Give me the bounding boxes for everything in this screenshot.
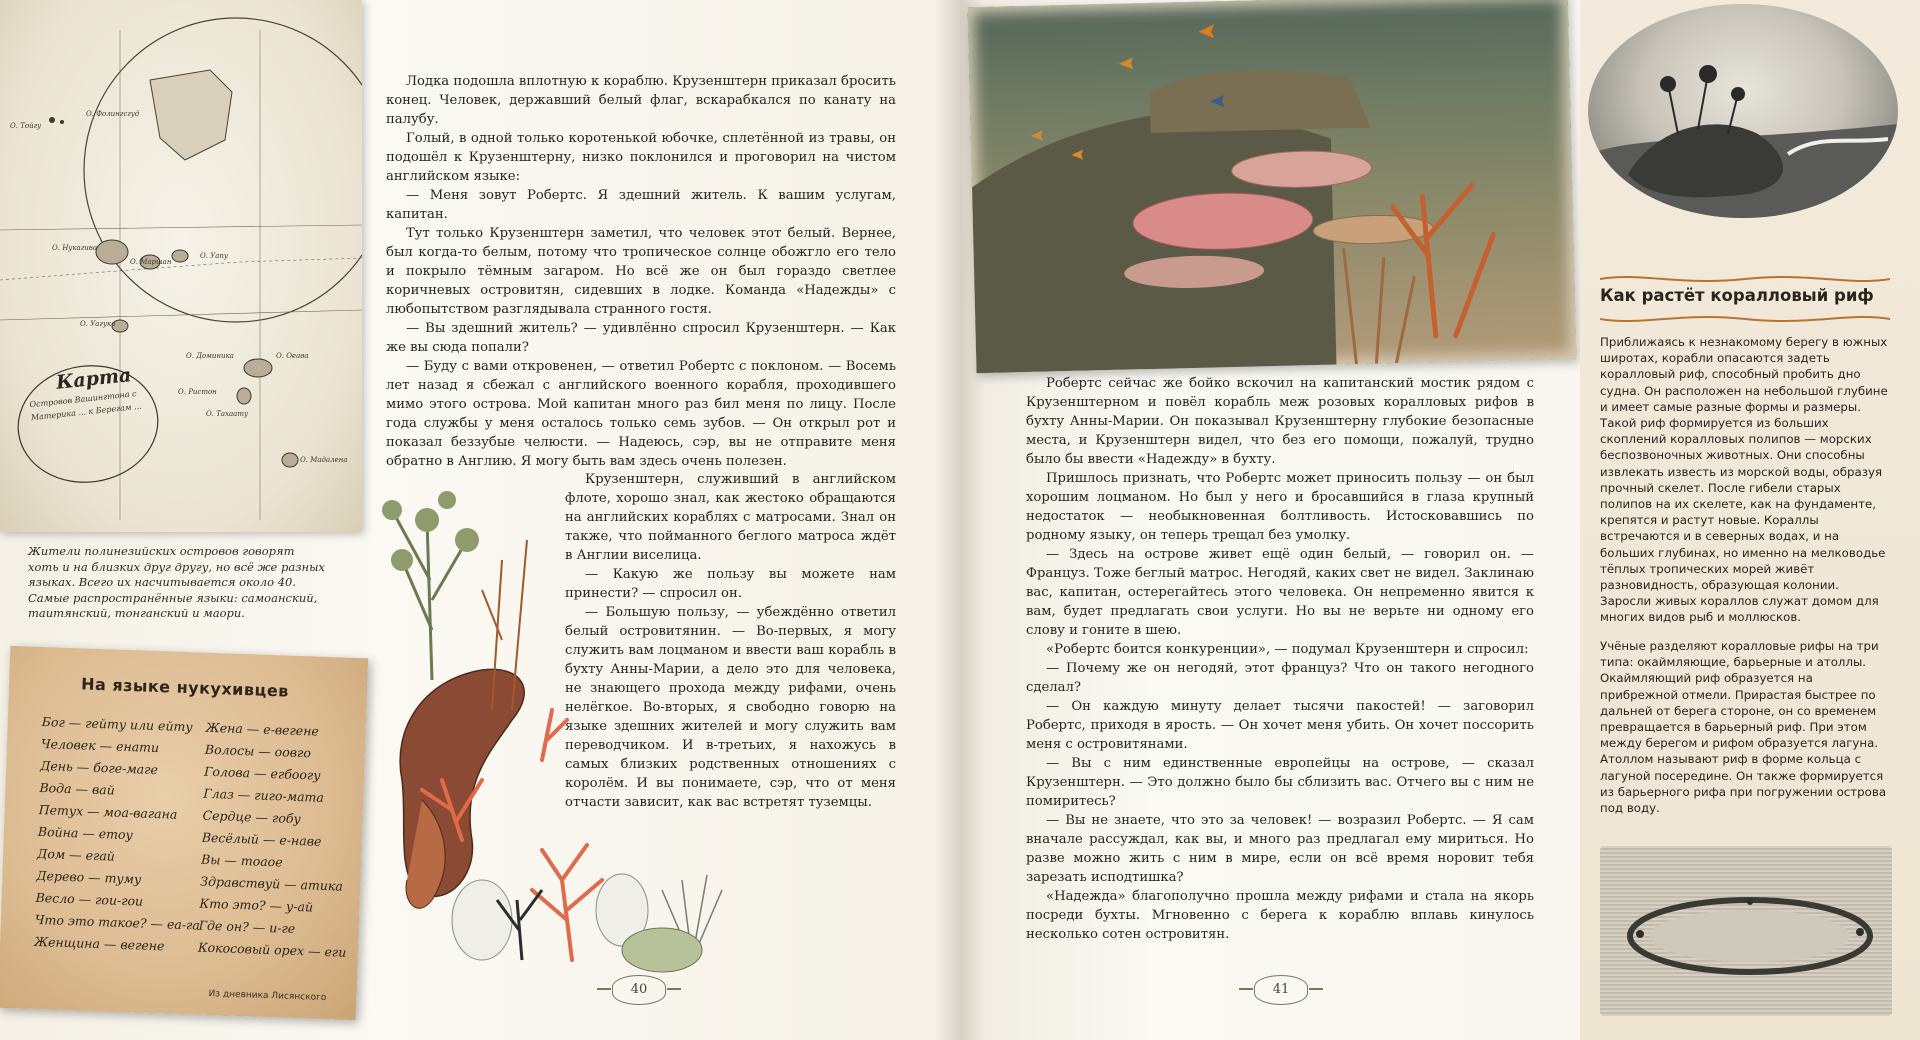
island-engraving (1588, 4, 1898, 218)
sidebar-title: Как растёт коралловый риф (1600, 286, 1874, 305)
vocab-entry: Бог — гейту или ейту (41, 714, 193, 735)
vocab-entry: Глаз — гиго-мата (203, 785, 325, 805)
paragraph: Лодка подошла вплотную к кораблю. Крузенштерн приказал бросить конец. Человек, державший белый флаг, вскарабкался по канату на палубу. (386, 74, 896, 127)
vocab-entry: Сердце — гобу (202, 807, 302, 827)
vocab-entry: Где он? — и-ге (198, 917, 296, 936)
paragraph: — Вы не знаете, что это за человек! — возразил Робертс. — Я сам вначале рассуждал, как вы, и много раз предлагал ему мириться. Но разве можно жить с ним в мире, если он всё время норовит тебя зарезать исподтишка? (1026, 813, 1534, 885)
vocabulary-title: На языке нукухивцев (80, 674, 290, 701)
map-label: О. Оеава (276, 352, 309, 360)
map-label: О. Маршан (130, 258, 172, 266)
page-number-right: 41 (1254, 975, 1308, 1005)
map-label: О. Тойгу (10, 122, 42, 130)
vocab-entry: Голова — егбоогу (203, 763, 321, 783)
vocab-entry: Здравствуй — атика (200, 873, 344, 894)
map-subtitle: Островов Вашингтона с Материка ... к Берегам ... (29, 389, 143, 423)
atoll-engraving (1600, 846, 1892, 1016)
paragraph: — Здесь на острове живет ещё один белый, — говорил он. — Француз. Тоже беглый матрос. Негодяй, каких свет не видел. Заклинаю вас, капитан, остерегайтесь этого человека. Он непременно явится к вам, будет предлагать свои услуги. Но вы не верьте ни одному его слову и гоните в шею. (1026, 547, 1534, 638)
paragraph: — Меня зовут Робертс. Я здешний житель. К вашим услугам, капитан. (386, 188, 896, 222)
paragraph: Тут только Крузенштерн заметил, что человек этот белый. Вернее, был когда-то белым, потому что тропическое солнце обожгло его тело и покрыло тёмным загаром. Но всё же он был гораздо светлее коричневых островитян, сидевших в лодке. Команда «Надежды» с любопытством разглядывала странного гостя. (386, 226, 896, 317)
vocab-entry: Дерево — туму (36, 867, 142, 887)
vocab-entry: Дом — егай (36, 845, 116, 864)
map-label: О. Доминика (186, 352, 234, 360)
vocab-entry: Вода — вай (39, 779, 116, 798)
paragraph: — Какую же пользу вы можете нам принести? — спросил он. (565, 567, 896, 601)
vocabulary-source: Из дневника Лисянского (208, 988, 327, 1004)
map-label: О. Мадаленa (300, 456, 348, 464)
vocab-entry: День — боге-маге (40, 757, 159, 778)
vocab-entry: Женщина — вегене (33, 933, 165, 954)
vocab-entry: Кто это? — у-ай (199, 895, 314, 915)
map-drawing (0, 0, 362, 532)
map-label: О. Уагука (80, 320, 116, 328)
map-label: О. Нукагива (52, 244, 98, 252)
flourish-bottom (1600, 312, 1890, 326)
sidebar-paragraph-1: Приближаясь к незнакомому берегу в южных широтах, корабли опасаются задеть коралловый риф, способный пробить дно судна. Он расположен на небольшой глубине и имеет самые разные формы и размеры. Такой риф формируется из больших скоплений коралловых полипов — морских беспозвоночных животных. Они способны извлекать известь из морской воды, образуя прочный скелет. После гибели старых полипов на их скелете, как на фундаменте, крепятся и растут новые. Кораллы встречаются и в северных водах, и на больших глубинах, но именно на мелководье тёплых тропических морей живёт разновидность, образующая колонии. Заросли живых кораллов служат домом для многих видов рыб и моллюсков. (1600, 335, 1888, 625)
paragraph: Голый, в одной только коротенькой юбочке, сплетённой из травы, он подошёл к Крузенштерну, низко поклонился и проговорил на чистом английском языке: (386, 131, 896, 184)
vocab-entry: Весло — гои-гои (35, 889, 144, 909)
vocab-entry: Весёлый — е-наве (201, 829, 322, 849)
vocabulary-card (0, 646, 368, 1020)
paragraph: Крузенштерн, служивший в английском флоте, хорошо знал, как жестоко обращаются на английских кораблях с матросами. Знал он также, что пойманного беглого матроса ждёт в Англии виселица. (565, 472, 896, 563)
map-label: О. Тахаату (206, 410, 249, 418)
vocab-entry: Жена — е-вегене (205, 719, 320, 739)
map-label: О. Ристон (178, 388, 217, 396)
vocabulary-column-right (198, 717, 355, 964)
paragraph: — Большую пользу, — убеждённо ответил белый островитянин. — Во-первых, я могу служить вам лоцманом и ввести ваш корабль в бухту Анны-Марии, а дело это для человека, не знающего прохода между рифами, очень нелёгкое. Во-вторых, я свободно говорю на языке здешних жителей и могу служить вам переводчиком. И в-третьих, я нахожусь в самых близких родственных отношениях с королём. И вы понимаете, сэр, что от меня отчасти зависит, как вас встретят туземцы. (565, 605, 896, 810)
vocab-entry: Война — етоу (37, 823, 134, 843)
paragraph: Пришлось признать, что Робертс может приносить пользу — он был хорошим лоцманом. Но был у него и бросавшийся в глаза крупный недостаток — необыкновенная болтливость. Истосковавшись по родному языку, он теперь трещал без умолку. (1026, 471, 1534, 543)
map-title: Карта (55, 364, 133, 394)
coral-illustration (362, 480, 902, 980)
atoll-drawing (1600, 846, 1892, 1016)
coral-reef-sidebar (1580, 0, 1920, 1040)
map-label: О. Уапу (200, 252, 228, 260)
vocab-entry: Петух — моа-вагана (38, 801, 178, 822)
paragraph: «Надежда» благополучно прошла между рифами и стала на якорь посреди бухты. Мгновенно с берега к кораблю вплавь кинулось несколько сотен островитян. (1026, 889, 1534, 942)
vocab-entry: Волосы — оовго (204, 741, 312, 761)
paragraph: — Он каждую минуту делает тысячи пакостей! — заговорил Робертс, приходя в ярость. — Он хочет меня убить. Он хочет поссорить меня с островитянами. (1026, 699, 1534, 752)
vocab-entry: Кокосовый орех — еги (197, 939, 347, 960)
flourish-top (1600, 272, 1890, 286)
island-drawing (1588, 4, 1898, 218)
paragraph: — Буду с вами откровенен, — ответил Робертс с поклоном. — Восемь лет назад я сбежал с английского военного корабля, проходившего мимо этого острова. Мой капитан много раз бил меня по лицу. После года службы у меня осталось только семь зубов. — Он открыл рот и показал беззубые челюсти. — Надеюсь, сэр, вы не отправите меня обратно в Англию. Я могу быть вам здесь очень полезен. (386, 359, 896, 469)
vocab-entry: Человек — енати (40, 735, 160, 756)
paragraph: Робертс сейчас же бойко вскочил на капитанский мостик рядом с Крузенштерном и повёл корабль меж розовых коралловых рифов в бухту Анны-Марии. Он показывал Крузенштерну глубокие безопасные места, и Крузенштерн видел, что без его помощи, пожалуй, трудно было бы ввести «Надежду» в бухту. (1026, 376, 1534, 467)
paragraph: — Почему же он негодяй, этот француз? Что он такого негодного сделал? (1026, 661, 1534, 695)
sidebar-paragraph-2: Учёные разделяют коралловые рифы на три типа: окаймляющие, барьерные и атоллы. Окаймляющий риф образуется на прибрежной отмели. Прирастая быстрее по дальней от берега стороне, он со временем превращается в барьерный риф. При этом между берегом и рифом образуется лагуна. Атоллом называют риф в форме кольца с лагуной посередине. Он также формируется из барьерного рифа при погружении острова под воду. (1600, 639, 1887, 816)
vocab-entry: Вы — тоаое (200, 851, 283, 870)
paragraph: — Вы с ним единственные европейцы на острове, — сказал Крузенштерн. — Это должно было бы сблизить вас. Отчего вы с ним не помиритесь? (1026, 756, 1534, 809)
page-number-left: 40 (612, 975, 666, 1005)
map-label: О. Фолингсгуд (86, 110, 140, 118)
left-page-text-top (386, 72, 896, 471)
paragraph: «Робертс боится конкуренции», — подумал Крузенштерн и спросил: (1046, 642, 1529, 657)
right-page-text (1026, 374, 1534, 944)
underwater-illustration (968, 0, 1577, 373)
map-illustration (0, 0, 362, 532)
vocab-entry: Что это такое? — еа-га (34, 911, 201, 933)
reef-scene (968, 0, 1577, 373)
paragraph: — Вы здешний житель? — удивлённо спросил Крузенштерн. — Как же вы сюда попали? (386, 321, 896, 355)
languages-note: Жители полинезийских островов говорят хоть и на близких друг другу, но всё же разных языках. Всего их насчитывается около 40. Самые распространённые языки: самоанский, таитянский, тонганский и маори. (28, 544, 325, 620)
vocabulary-column-left (34, 711, 207, 959)
